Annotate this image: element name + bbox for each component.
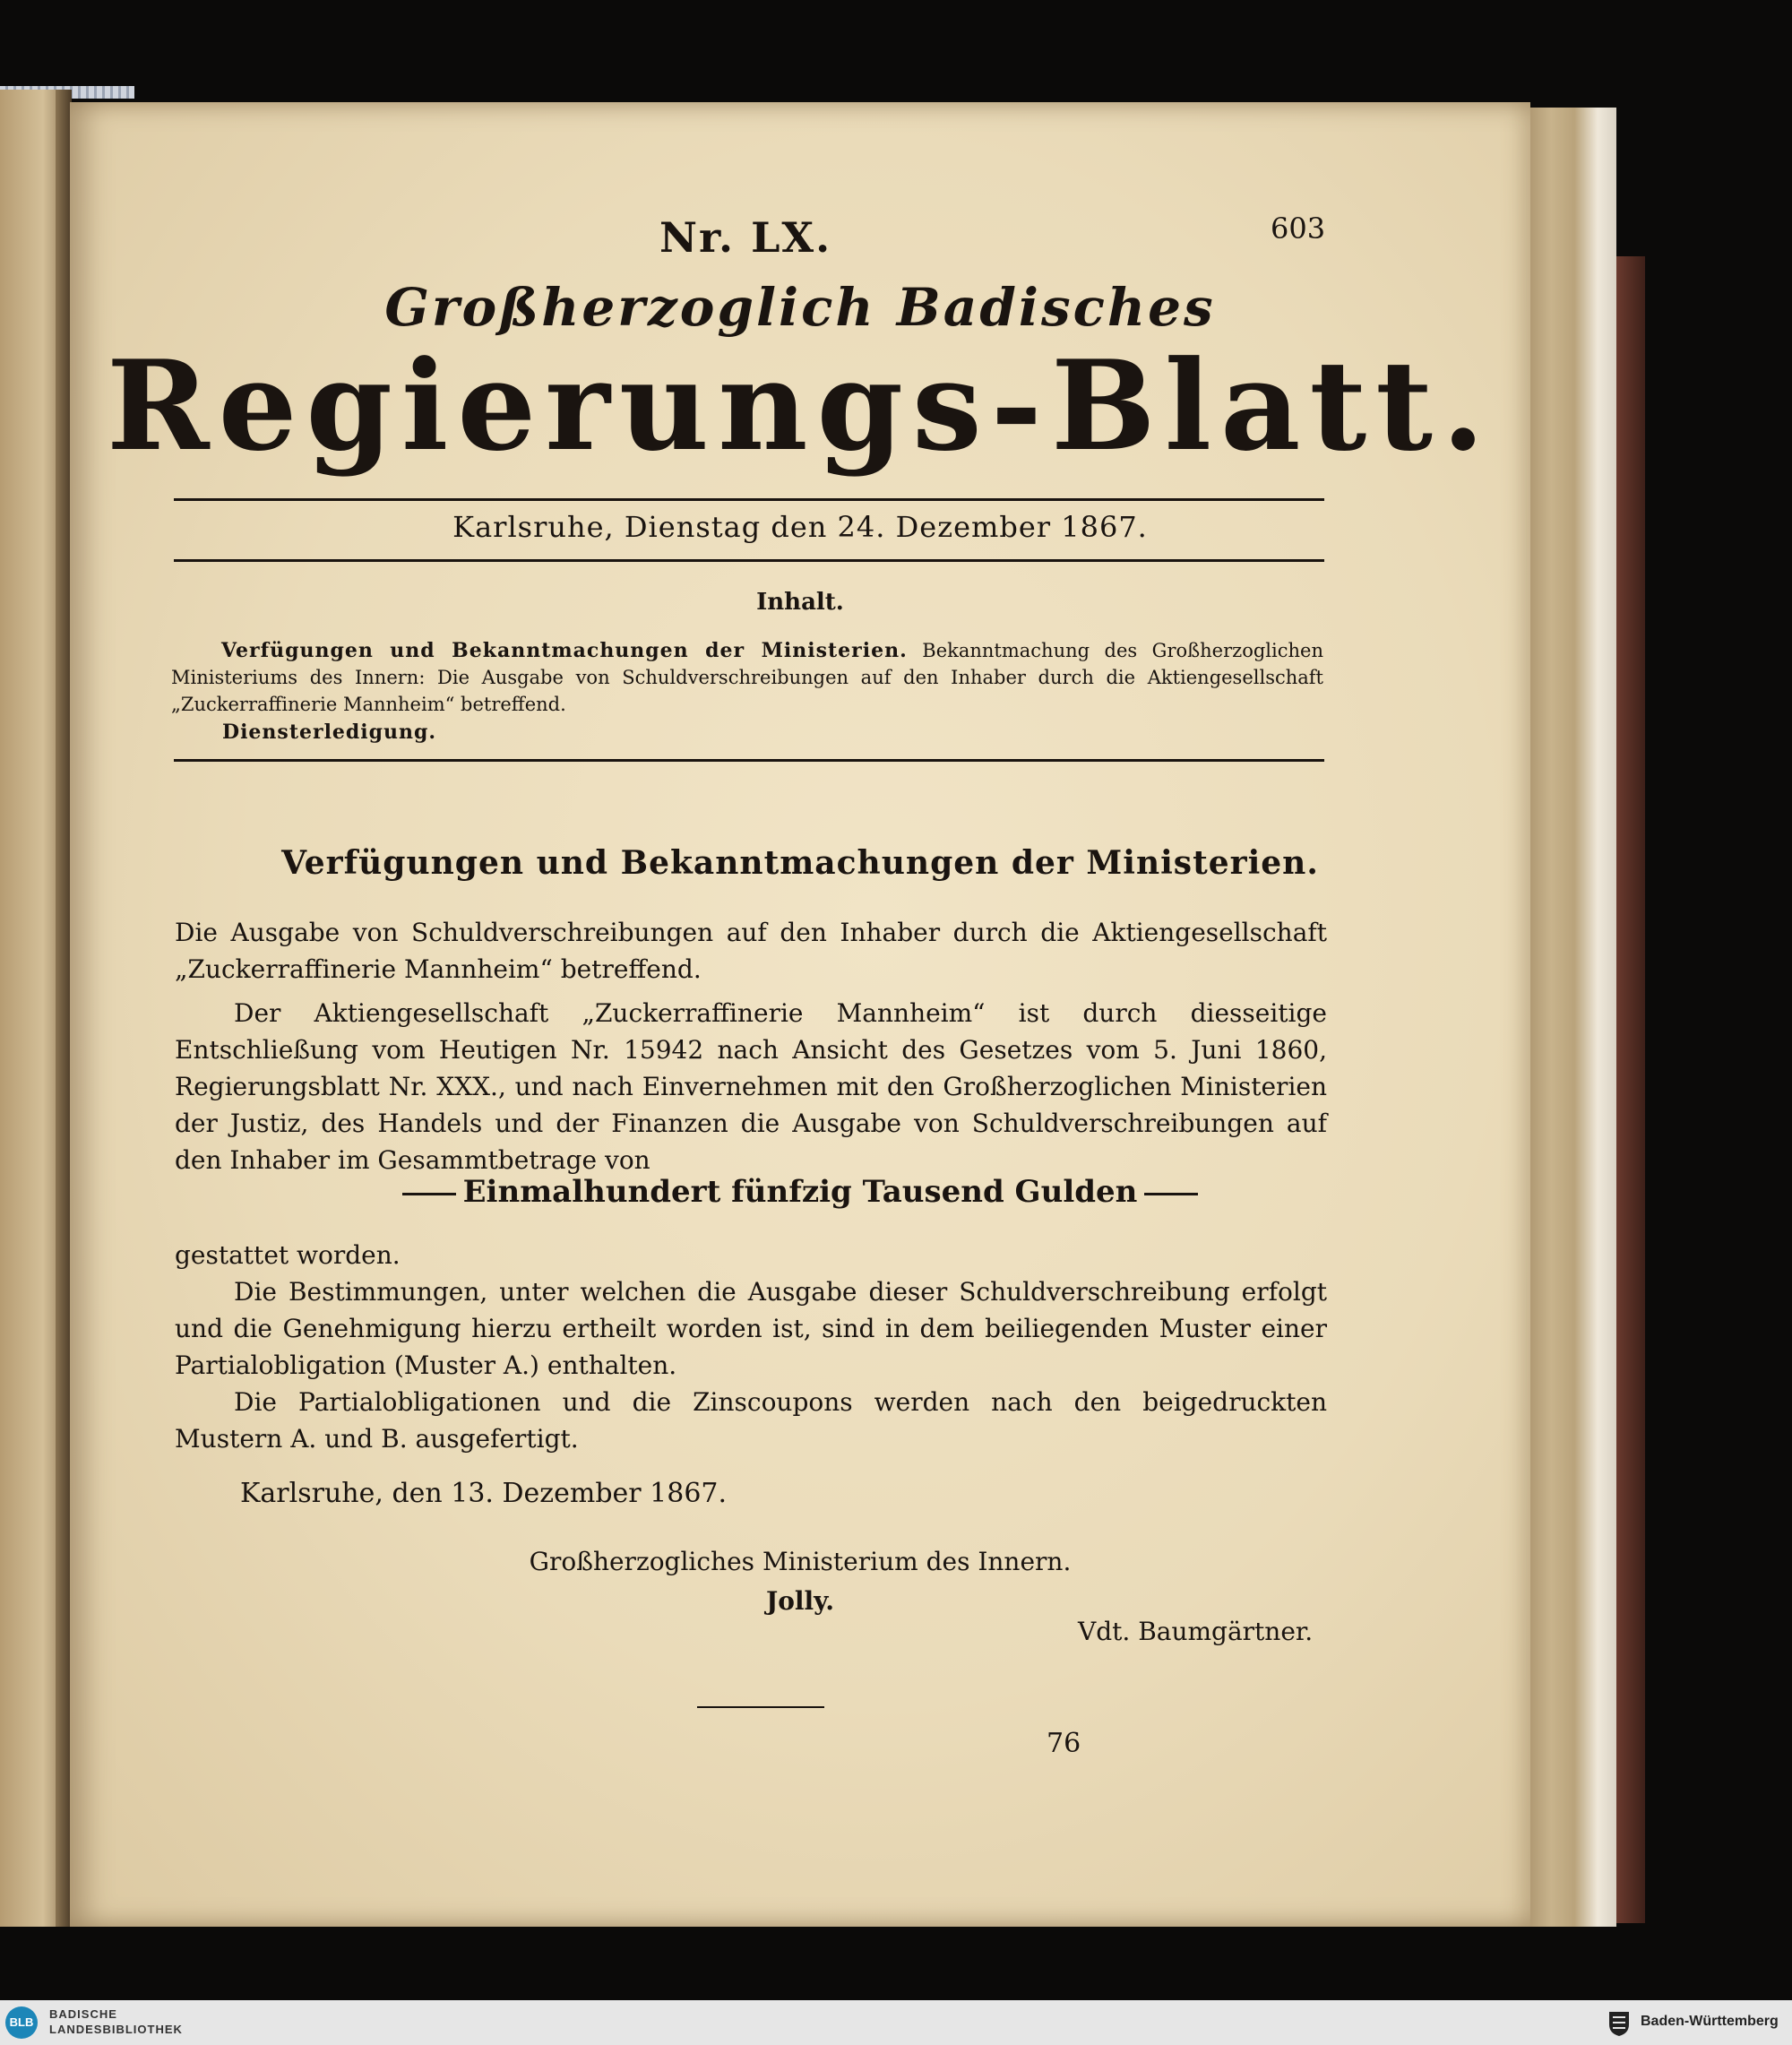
document-page — [70, 102, 1530, 1927]
rule-top — [174, 498, 1324, 501]
contents-entry-2: Diensterledigung. — [222, 720, 437, 744]
rule-mid — [174, 559, 1324, 562]
paragraph-3-text: Die Partialobligationen und die Zinscoupons werden nach den beigedruckten Mustern A. und B. ausgefertigt. — [175, 1387, 1327, 1454]
rule-bottom — [174, 759, 1324, 762]
book-cover-edge — [1616, 256, 1645, 1923]
contents-entry — [171, 637, 1323, 718]
contents-entry-text: Bekanntmachung des Großherzoglichen Ministeriums des Innern: Die Ausgabe von Schuldverschreibungen auf den Inhaber durch die Aktiengesellschaft „Zuckerraffinerie Mannheim“ betreffend. — [171, 640, 1323, 715]
masthead-title: Regierungs-Blatt. — [106, 332, 1495, 479]
footer-bar — [0, 2000, 1792, 2045]
date-line: Karlsruhe, den 13. Dezember 1867. — [240, 1478, 728, 1509]
coat-of-arms-icon[interactable] — [1606, 2008, 1633, 2037]
issue-number: Nr. LX. — [659, 213, 832, 262]
paragraph-2 — [175, 1273, 1327, 1384]
library-name[interactable] — [49, 2006, 183, 2037]
short-rule — [697, 1706, 824, 1708]
sum-line — [70, 1174, 1530, 1210]
ministry-name: Großherzogliches Ministerium des Innern. — [529, 1547, 1072, 1576]
section-title: Verfügungen und Bekanntmachungen der Ministerien. — [281, 844, 1319, 882]
blb-logo[interactable]: BLB — [5, 2006, 38, 2039]
countersignature: Vdt. Baumgärtner. — [1078, 1617, 1314, 1646]
publication-line: Großherzoglich Badisches — [384, 277, 1216, 338]
page-number: 603 — [1271, 211, 1326, 246]
facing-page-edge — [0, 90, 72, 1927]
paragraph-3 — [175, 1384, 1327, 1457]
signer-name: Jolly. — [765, 1586, 834, 1616]
contents-entry-bold: Verfügungen und Bekanntmachungen der Ministerien. — [221, 639, 908, 662]
subject-paragraph: Die Ausgabe von Schuldverschreibungen auf den Inhaber durch die Aktiengesellschaft „Zuckerraffinerie Mannheim“ betreffend. — [175, 918, 1327, 984]
page-stack-edge — [1523, 108, 1616, 1927]
library-name-line1: BADISCHE — [49, 2007, 117, 2021]
sheet-number: 76 — [1047, 1728, 1081, 1759]
state-name[interactable]: Baden-Württemberg — [1641, 2014, 1779, 2029]
paragraph-1 — [175, 995, 1327, 1178]
library-name-line2: LANDESBIBLIOTHEK — [49, 2023, 183, 2036]
contents-heading: Inhalt. — [756, 589, 844, 616]
paragraph-1-end: gestattet worden. — [175, 1240, 401, 1270]
paragraph-2-text: Die Bestimmungen, unter welchen die Ausgabe dieser Schuldverschreibung erfolgt und die Genehmigung hierzu ertheilt worden ist, sind in dem beiliegenden Muster einer Partialobligation (Muster A.) enthalten. — [175, 1277, 1327, 1380]
paragraph-1-text: Der Aktiengesellschaft „Zuckerraffinerie Mannheim“ ist durch diesseitige Entschließung vom Heutigen Nr. 15942 nach Ansicht des Gesetzes vom 5. Juni 1860, Regierungsblatt Nr. XXX., und nach Einvernehmen mit den Großherzoglichen Ministerien der Justiz, des Handels und der Finanzen die Ausgabe von Schuldverschreibungen auf den Inhaber im Gesammtbetrage von — [175, 998, 1327, 1175]
sum-text: Einmalhundert fünfzig Tausend Gulden — [462, 1174, 1138, 1210]
place-date: Karlsruhe, Dienstag den 24. Dezember 1867. — [452, 510, 1148, 544]
